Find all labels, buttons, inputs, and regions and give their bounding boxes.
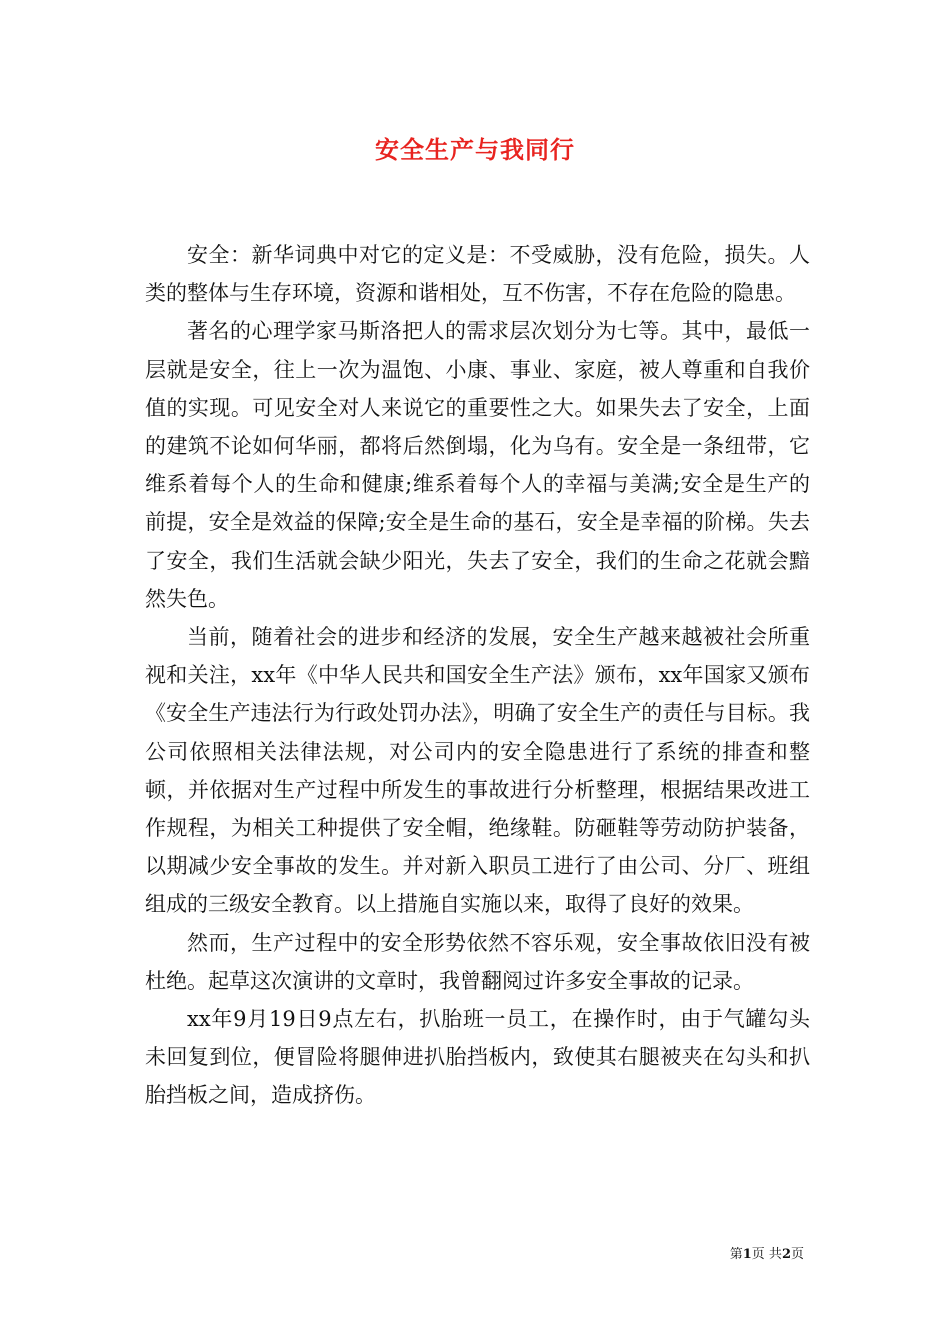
footer-prefix: 第: [729, 1247, 743, 1262]
footer-middle: 页 共: [751, 1247, 782, 1262]
page-number-footer: [730, 1245, 804, 1265]
paragraph: 安全：新华词典中对它的定义是：不受威胁，没有危险，损失。人类的整体与生存环境，资源和谐相处，互不伤害，不存在危险的隐患。: [145, 243, 810, 306]
paragraph: 然而，生产过程中的安全形势依然不容乐观，安全事故依旧没有被杜绝。起草这次演讲的文章时，我曾翻阅过许多安全事故的记录。: [145, 930, 810, 993]
footer-suffix: 页: [790, 1247, 804, 1262]
document-title: 安全生产与我同行: [375, 135, 575, 164]
current-page-number: 1: [742, 1247, 752, 1262]
total-pages-number: 2: [781, 1247, 791, 1262]
document-body: [145, 236, 810, 1115]
paragraph: 当前，随着社会的进步和经济的发展，安全生产越来越被社会所重视和关注，xx年《中华人民共和国安全生产法》颁布，xx年国家又颁布《安全生产违法行为行政处罚办法》，明确了安全生产的责任与目标。我公司依照相关法律法规，对公司内的安全隐患进行了系统的排查和整顿，并依据对生产过程中所发生的事故进行分析整理，根据结果改进工作规程，为相关工种提供了安全帽，绝缘鞋。防砸鞋等劳动防护装备，以期减少安全事故的发生。并对新入职员工进行了由公司、分厂、班组组成的三级安全教育。以上措施自实施以来，取得了良好的效果。: [145, 625, 810, 917]
paragraph: xx年9月19日9点左右，扒胎班一员工，在操作时，由于气罐勾头未回复到位，便冒险将腿伸进扒胎挡板内，致使其右腿被夹在勾头和扒胎挡板之间，造成挤伤。: [145, 1007, 810, 1108]
paragraph: 著名的心理学家马斯洛把人的需求层次划分为七等。其中，最低一层就是安全，往上一次为温饱、小康、事业、家庭，被人尊重和自我价值的实现。可见安全对人来说它的重要性之大。如果失去了安全，上面的建筑不论如何华丽，都将后然倒塌，化为乌有。安全是一条纽带，它维系着每个人的生命和健康;维系着每个人的幸福与美满;安全是生产的前提，安全是效益的保障;安全是生命的基石，安全是幸福的阶梯。失去了安全，我们生活就会缺少阳光，失去了安全，我们的生命之花就会黯然失色。: [145, 319, 810, 611]
